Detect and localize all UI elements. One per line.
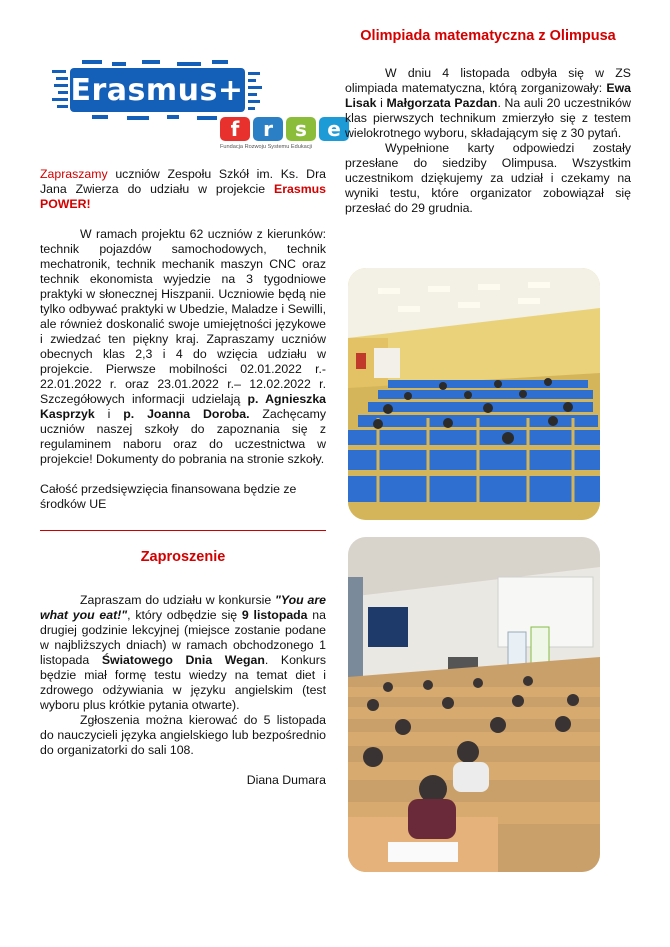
olympiad-paragraph-2: Wypełnione karty odpowiedzi zostały przesłane do siedziby Olimpusa. Wszystkim uczestnikom dziękujemy za udział i czekamy na wyniki testu, które organizator zobowiązał się przesłać do 29 grudnia. (345, 141, 631, 215)
erasmus-body (40, 227, 326, 467)
body-text-1: W ramach projektu 62 uczniów z kierunków: technik pojazdów samochodowych, technik mechatronik, technik mechanik maszyn CNC oraz technik ekonomista wyjedzie na 3 tygodniowe praktyki w słonecznej Hiszpanii. Uczniowie będą nie tylko odbywać praktyki w Ubedzie, Maladze i Sewilli, ale również doskonalić swoje umiejętności językowe i zwiedzać ten piękny kraj. Zapraszamy uczniów obecnych klas 2,3 i 4 do wzięcia udziału w projekcie. Pierwsze mobilności 02.01.2022 r.- 22.01.2022 r. oraz 23.01.2022 r.– 12.02.2022 r. Szczegółowych informacji udzielają (40, 227, 326, 406)
intro-text: uczniów Zespołu Szkół im. Ks. Dra Jana Zwierza do udziału w projekcie (40, 167, 326, 196)
inv-text-a: Zapraszam do udziału w konkursie (80, 593, 276, 607)
olympiad-title: Olimpiada matematyczna z Olimpusa (360, 28, 616, 44)
invitation-title: Zaproszenie (140, 549, 226, 565)
erasmus-intro (40, 167, 326, 212)
frse-letter-s: s (286, 117, 316, 141)
erasmus-logo-text: Erasmus+ (70, 72, 244, 108)
logos-area (40, 55, 341, 155)
signature: Diana Dumara (246, 773, 326, 787)
funding-note: Całość przedsięwzięcia finansowana będzie ze środków UE (40, 482, 297, 511)
frse-caption: Fundacja Rozwoju Systemu Edukacji (220, 144, 313, 150)
section-divider (40, 530, 326, 531)
olympiad-paragraph-1 (345, 66, 631, 141)
lecture-hall-photo-2 (348, 537, 600, 872)
contact-2: p. Joanna Doroba. (123, 407, 250, 421)
contact-and: i (94, 407, 124, 421)
project-name: Erasmus POWER! (40, 182, 326, 211)
contest-name: "You are what you eat!" (40, 593, 326, 622)
erasmus-plus-logo (52, 60, 262, 120)
body-text-2: Zachęcamy uczniów naszej szkoły do zapoznania się z regulaminem naboru oraz do uczestnictwa w projekcie! Dokumenty do pobrania na stronie szkoły. (40, 407, 326, 466)
vegan-day: Światowego Dnia Wegan (101, 653, 265, 667)
organizer-2: Małgorzata Pazdan (386, 96, 498, 110)
invitation-paragraph-1 (40, 593, 326, 713)
right-column (345, 28, 631, 216)
invitation-paragraph-2: Zgłoszenia można kierować do 5 listopada do nauczycieli języka angielskiego lub bezpośrednio do organizatorki do sali 108. (40, 713, 326, 757)
frse-letter-e: e (319, 117, 349, 141)
intro-highlight: Zapraszamy (40, 167, 108, 181)
contact-1: p. Agnieszka Kasprzyk (40, 392, 326, 421)
auditorium-photo-1 (348, 268, 600, 520)
frse-letter-r: r (253, 117, 283, 141)
frse-letter-f: f (220, 117, 250, 141)
inv-text-b: , który odbędzie się (127, 608, 242, 622)
inv-text-c: na drugiej godzinie lekcyjnej (miejsce zostanie podane w najbliższych dniach) w ramach obchodzonego 1 listopada (40, 608, 326, 667)
oly-and: i (376, 96, 387, 110)
oly-text-a: W dniu 4 listopada odbyła się w ZS olimpiada matematyczna, którą zorganizowały: (345, 66, 631, 95)
left-column (40, 55, 341, 788)
organizer-1: Ewa Lisak (345, 81, 631, 110)
contest-date: 9 listopada (241, 608, 308, 622)
inv-text-d: . Konkurs będzie miał formę testu wiedzy na temat diet i zdrowego odżywiania w języku angielskim (test wyboru plus krótkie pytania otwarte). (40, 653, 326, 712)
oly-text-b: . Na auli 20 uczestników klas pierwszych technikum zmierzyło się z testem wielokrotnego wyboru, składającym się z 30 pytań. (345, 96, 631, 140)
